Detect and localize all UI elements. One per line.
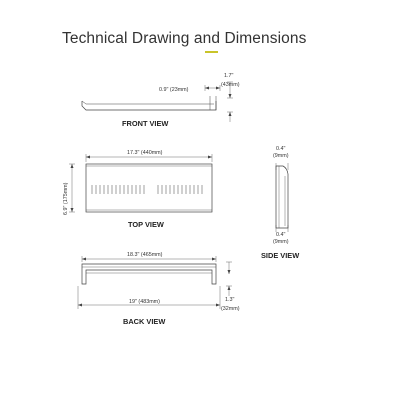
front-view-drawing xyxy=(82,82,233,122)
side-view-bottom-inch-label: 0.4" xyxy=(276,232,286,238)
top-view-depth-label: 6.9" (175mm) xyxy=(63,182,69,215)
back-view-height-mm-label: (32mm) xyxy=(221,306,240,312)
top-view-title: TOP VIEW xyxy=(128,220,164,229)
front-view-depth-label: 0.9" (23mm) xyxy=(159,87,189,93)
back-view-overall-width-label: 18.3" (465mm) xyxy=(127,252,163,258)
side-view-title: SIDE VIEW xyxy=(261,251,300,260)
front-view-height-mm-label: (43mm) xyxy=(221,82,240,88)
side-view-drawing xyxy=(276,163,288,232)
side-view-top-inch-label: 0.4" xyxy=(276,146,286,152)
front-view-height-inch-label: 1.7" xyxy=(224,73,234,79)
back-view-height-inch-label: 1.3" xyxy=(225,297,235,303)
back-view-rack-width-label: 19" (483mm) xyxy=(129,299,160,305)
page-title: Technical Drawing and Dimensions xyxy=(62,30,307,47)
side-view-bottom-mm-label: (9mm) xyxy=(273,239,289,245)
top-view-drawing xyxy=(69,154,212,212)
top-view-width-label: 17.3" (440mm) xyxy=(127,150,163,156)
side-view-top-mm-label: (9mm) xyxy=(273,153,289,159)
front-view-title: FRONT VIEW xyxy=(122,119,169,128)
back-view-title: BACK VIEW xyxy=(123,317,166,326)
